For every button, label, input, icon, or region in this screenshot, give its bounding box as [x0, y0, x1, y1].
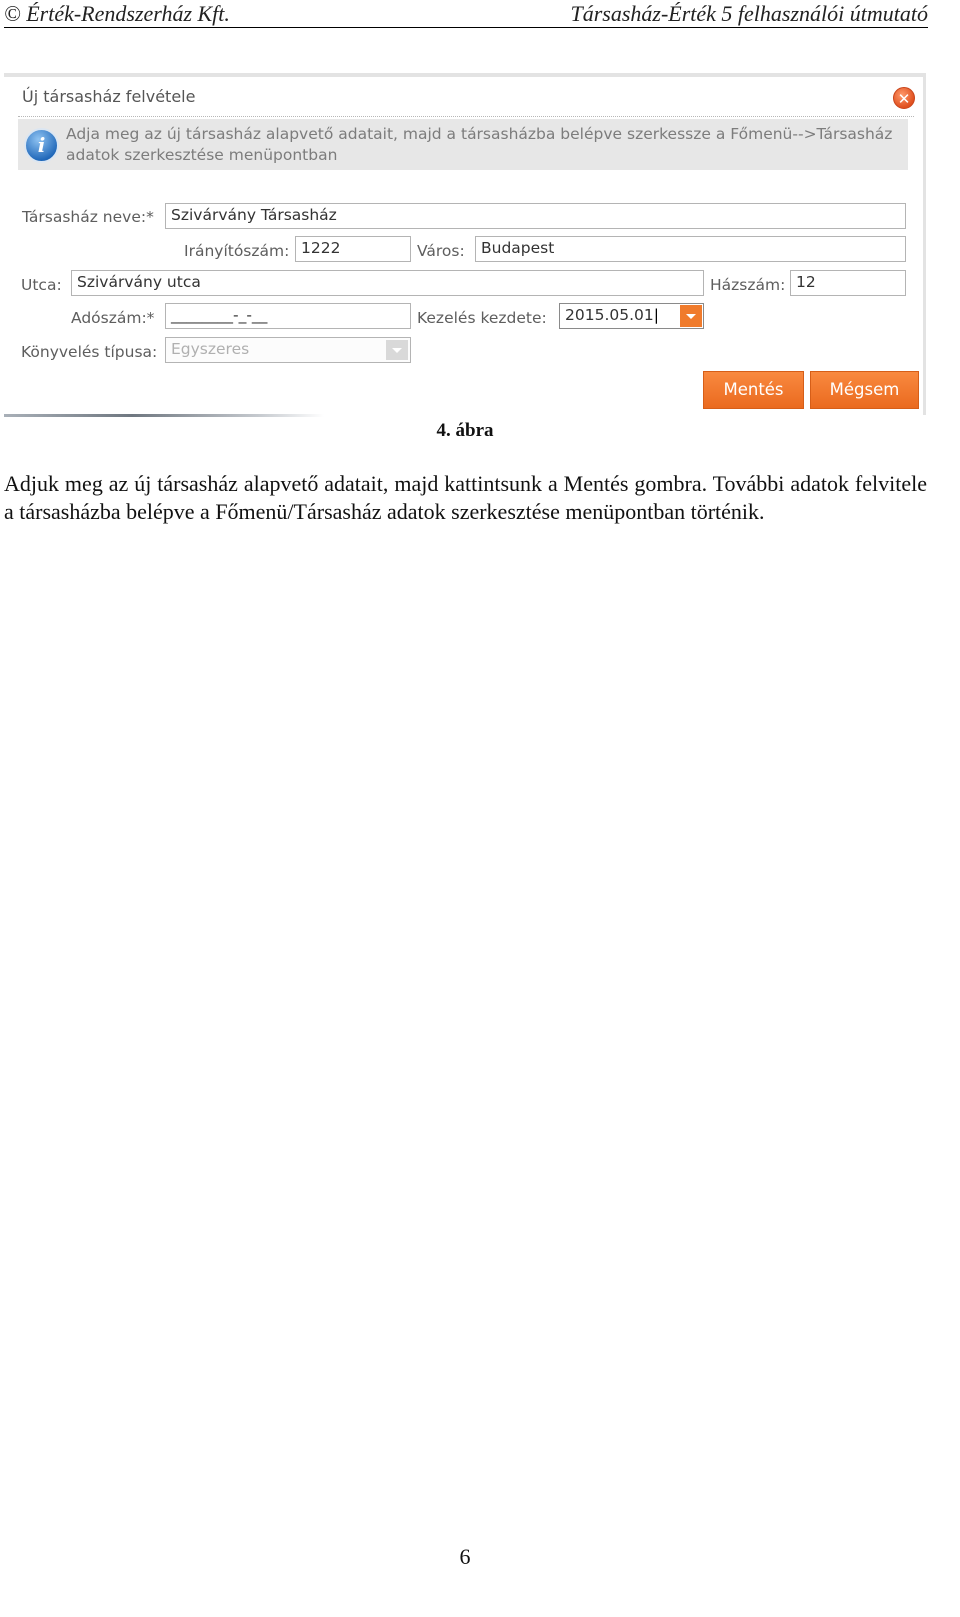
page-header [4, 0, 928, 28]
start-date-label: Kezelés kezdete: [417, 309, 547, 327]
house-number-label: Házszám: [710, 276, 786, 294]
chevron-down-icon [386, 340, 408, 360]
tax-number-input[interactable]: ________-_-__ [165, 303, 411, 329]
header-right-text: Társasház-Érték 5 felhasználói útmutató [570, 1, 928, 26]
name-input[interactable]: Szivárvány Társasház [165, 203, 906, 229]
info-text: Adja meg az új társasház alapvető adatait, majd a társasházba belépve szerkessze a Főmenü-->Társasház adatok szerkesztése menüpontban [66, 125, 893, 164]
dialog-title: Új társasház felvétele [22, 87, 196, 106]
info-icon: i [24, 128, 59, 163]
bookkeeping-value: Egyszeres [171, 340, 250, 358]
screenshot-edge [4, 414, 324, 417]
date-dropdown-icon[interactable] [680, 305, 702, 327]
bookkeeping-label: Könyvelés típusa: [21, 343, 158, 361]
bookkeeping-select[interactable] [165, 337, 411, 363]
name-label: Társasház neve:* [22, 208, 154, 226]
tax-number-label: Adószám:* [71, 309, 155, 327]
header-left-text: © Érték-Rendszerház Kft. [4, 1, 230, 26]
city-label: Város: [417, 242, 465, 260]
zip-label: Irányítószám: [184, 242, 290, 260]
street-label: Utca: [21, 276, 62, 294]
close-icon[interactable]: ✕ [893, 87, 915, 109]
info-box [18, 119, 908, 170]
save-button[interactable]: Mentés [703, 371, 804, 409]
figure-caption: 4. ábra [436, 420, 494, 441]
city-input[interactable]: Budapest [475, 236, 906, 262]
title-divider [18, 116, 914, 117]
dialog-screenshot [4, 73, 926, 415]
zip-input[interactable]: 1222 [295, 236, 411, 262]
page-number: 6 [459, 1544, 471, 1569]
start-date-input[interactable]: 2015.05.01| [559, 303, 704, 329]
cancel-button[interactable]: Mégsem [810, 371, 919, 409]
street-input[interactable]: Szivárvány utca [71, 270, 704, 296]
body-paragraph: Adjuk meg az új társasház alapvető adatait, majd kattintsunk a Mentés gombra. További adatok felvitele a társasházba belépve a Főmenü/Társasház adatok szerkesztése menüpontban történik. [4, 471, 927, 524]
house-number-input[interactable]: 12 [790, 270, 906, 296]
start-date-value: 2015.05.01 [565, 306, 654, 324]
